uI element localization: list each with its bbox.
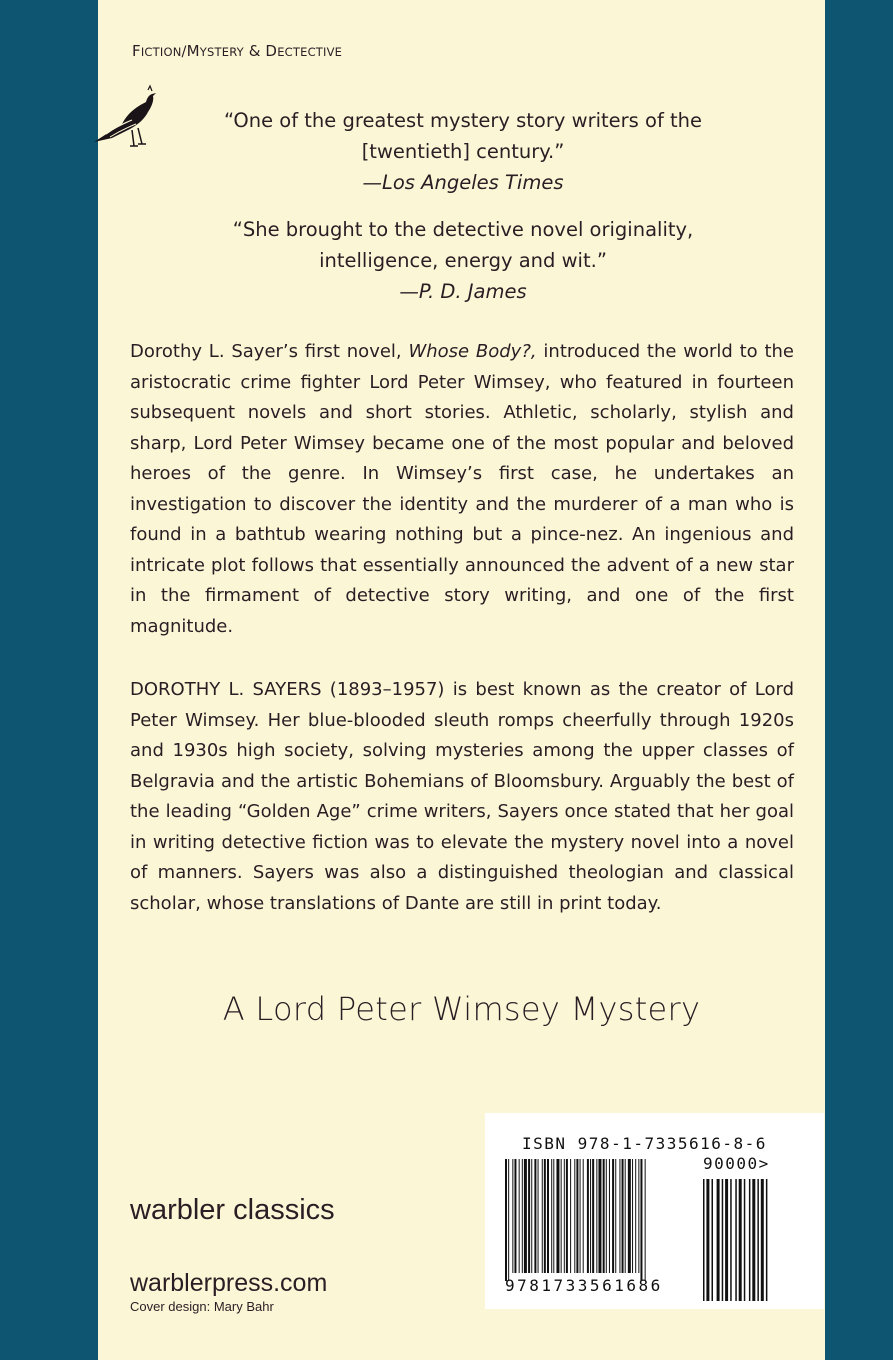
addon-bar xyxy=(744,1179,746,1301)
barcode-bar xyxy=(522,1159,523,1273)
barcode-bar xyxy=(625,1159,626,1273)
barcode-bar xyxy=(512,1159,513,1273)
barcode-bar xyxy=(598,1159,601,1273)
barcode-bar xyxy=(544,1159,546,1273)
barcode-bar xyxy=(645,1159,646,1281)
barcode-bar xyxy=(564,1159,565,1273)
publisher-website: warblerpress.com xyxy=(130,1269,328,1297)
barcode-bar xyxy=(538,1159,539,1273)
addon-bar xyxy=(703,1179,705,1301)
quote-pd-james xyxy=(138,214,788,307)
addon-bar xyxy=(739,1179,742,1301)
barcode-bar xyxy=(583,1159,584,1273)
addon-bar xyxy=(749,1179,751,1301)
barcode-bar xyxy=(628,1159,631,1273)
addon-bar xyxy=(757,1179,759,1301)
barcode-bar xyxy=(635,1159,636,1273)
cover-credit: Cover design: Mary Bahr xyxy=(130,1299,274,1314)
barcode-bar xyxy=(615,1159,616,1273)
book-description xyxy=(130,337,794,642)
barcode-bar xyxy=(514,1159,516,1273)
barcode-bar xyxy=(570,1159,571,1273)
barcode-bar xyxy=(519,1159,520,1273)
barcode-bar xyxy=(592,1159,594,1273)
barcode-bar xyxy=(534,1159,536,1273)
barcode-bar xyxy=(632,1159,633,1273)
addon-bar xyxy=(706,1179,709,1301)
barcode-bar xyxy=(576,1159,578,1273)
barcode-bar xyxy=(508,1159,509,1281)
price-addon-label: 90000> xyxy=(703,1154,770,1173)
barcode-bar xyxy=(603,1159,605,1273)
barcode-bar xyxy=(638,1159,639,1273)
quote-line: [twentieth] century.” xyxy=(361,140,565,163)
quote-attribution: —Los Angeles Times xyxy=(362,171,564,194)
barcode-bar xyxy=(622,1159,624,1273)
barcode-bar xyxy=(561,1159,562,1273)
quote-los-angeles-times xyxy=(138,105,788,198)
barcode-bar xyxy=(640,1159,642,1281)
barcode-bar xyxy=(528,1159,530,1273)
addon-bar xyxy=(761,1179,764,1301)
description-intro: Dorothy L. Sayer’s first novel, xyxy=(130,341,409,362)
author-bio: DOROTHY L. SAYERS (1893–1957) is best known as the creator of Lord Peter Wimsey. Her blue-blooded sleuth romps cheerfully through 1920s and 1930s high society, solving mysteries among the upper classes of Belgravia and the artistic Bohemians of Bloomsbury. Arguably the best of the leading “Golden Age” crime writers, Sayers once stated that her goal in writing detective fiction was to elevate the mystery novel into a novel of manners. Sayers was also a distinguished theologian and classical scholar, whose translations of Dante are still in print today. xyxy=(130,679,794,914)
addon-bar xyxy=(766,1179,768,1301)
ean-digits: 9781733561686 xyxy=(505,1276,663,1295)
barcode-bar xyxy=(551,1159,552,1273)
barcode-bar xyxy=(609,1159,610,1273)
barcode-bar xyxy=(580,1159,581,1273)
book-title: Whose Body?, xyxy=(408,341,537,362)
isbn-label: ISBN 978-1-7335616-8-6 xyxy=(522,1134,767,1153)
barcode-bar xyxy=(542,1159,543,1273)
barcode-bar xyxy=(596,1159,597,1273)
quote-attribution: —P. D. James xyxy=(399,280,527,303)
description-body: introduced the world to the aristocratic crime fighter Lord Peter Wimsey, who featured in fourteen subsequent novels and short stories. Athletic, scholarly, stylish and sharp, Lord Peter Wimsey became one of the most popular and beloved heroes of the genre. In Wimsey’s first case, he undertakes an investigation to discover the identity and the murderer of a man who is found in a bathtub wearing nothing but a pince-nez. An ingenious and intricate plot follows that essentially announced the advent of a new star in the firmament of detective story writing, and one of the first magnitude. xyxy=(130,341,795,637)
barcode-bar xyxy=(531,1159,532,1273)
barcode-bar xyxy=(556,1159,559,1273)
addon-bar xyxy=(722,1179,724,1301)
barcode-bar xyxy=(524,1159,527,1273)
barcode-bar xyxy=(612,1159,614,1273)
barcode-bar xyxy=(574,1159,575,1273)
addon-bar xyxy=(735,1179,737,1301)
quote-line: “She brought to the detective novel originality, xyxy=(232,218,694,241)
quote-line: “One of the greatest mystery story writers of the xyxy=(223,109,703,132)
addon-bar xyxy=(730,1179,732,1301)
barcode-bar xyxy=(590,1159,591,1273)
barcode-bar xyxy=(606,1159,607,1273)
quote-line: intelligence, energy and wit.” xyxy=(319,249,607,272)
barcode-bar xyxy=(505,1159,507,1281)
barcode-bar xyxy=(553,1159,554,1273)
barcode-bar xyxy=(587,1159,589,1273)
barcode-bar xyxy=(547,1159,549,1273)
addon-bar xyxy=(725,1179,728,1301)
addon-bar xyxy=(752,1179,755,1301)
series-title: A Lord Peter Wimsey Mystery xyxy=(222,990,701,1028)
addon-bar xyxy=(712,1179,714,1301)
barcode-bar xyxy=(566,1159,568,1273)
barcode-bar xyxy=(619,1159,620,1273)
addon-bar xyxy=(717,1179,720,1301)
publisher-name: warbler classics xyxy=(130,1194,335,1226)
category-label xyxy=(132,42,342,60)
category-text: FICTION/MYSTERY & DECTECTIVE xyxy=(132,42,343,60)
isbn-barcode xyxy=(485,1113,824,1309)
